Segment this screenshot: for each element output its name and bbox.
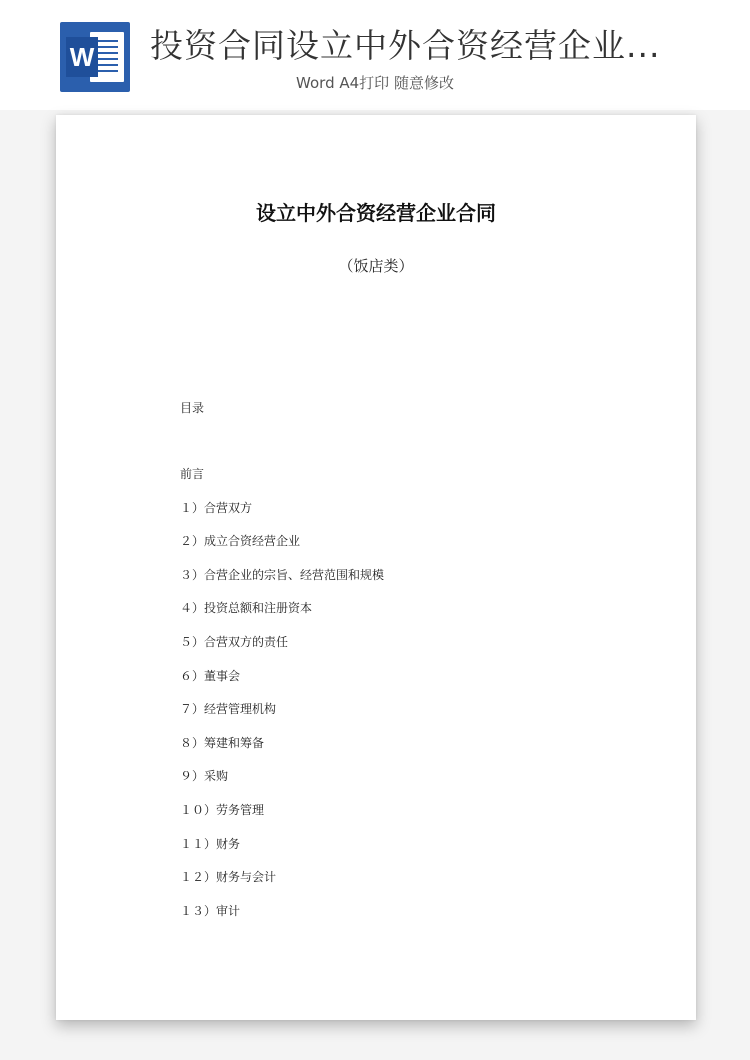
- toc-list: [180, 467, 384, 937]
- word-document-icon: [60, 22, 130, 92]
- word-icon-letter: W: [66, 37, 98, 77]
- document-page: [56, 115, 696, 1020]
- toc-item: ６）董事会: [180, 668, 241, 683]
- toc-item: ２）成立合资经营企业: [180, 534, 301, 549]
- toc-item: １３）审计: [180, 903, 241, 918]
- document-file-title: 投资合同设立中外合资经营企业...: [150, 26, 661, 65]
- toc-item: １０）劳务管理: [180, 802, 265, 817]
- toc-item: １１）财务: [180, 836, 241, 851]
- header-banner: [0, 0, 750, 110]
- toc-heading: 目录: [180, 401, 205, 415]
- contract-title: 设立中外合资经营企业合同: [256, 201, 496, 225]
- toc-item: ５）合营双方的责任: [180, 634, 289, 649]
- toc-item: ８）筹建和筹备: [180, 735, 265, 750]
- toc-item: 前言: [180, 467, 205, 481]
- contract-subtitle: （饭店类）: [338, 257, 414, 275]
- toc-item: ７）经营管理机构: [180, 702, 277, 717]
- toc-item: ４）投资总额和注册资本: [180, 601, 313, 616]
- toc-item: １）合营双方: [180, 500, 253, 515]
- toc-item: ３）合营企业的宗旨、经营范围和规模: [180, 567, 385, 582]
- document-file-subtitle: Word A4打印 随意修改: [296, 74, 454, 92]
- toc-item: １２）财务与会计: [180, 870, 277, 885]
- toc-item: ９）采购: [180, 769, 229, 784]
